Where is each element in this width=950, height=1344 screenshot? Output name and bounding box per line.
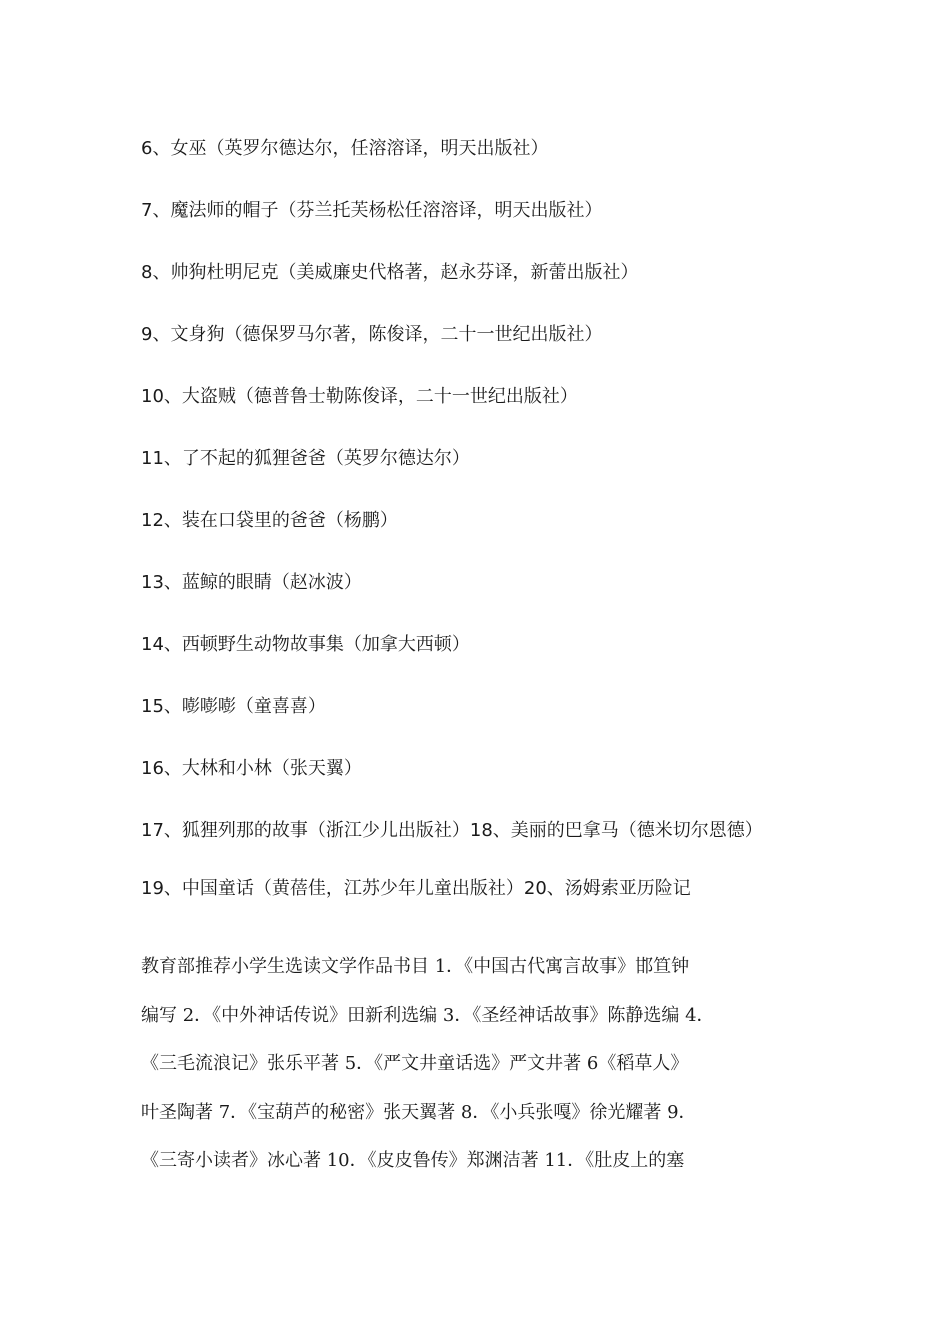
- list-item: 13、蓝鲸的眼睛（赵冰波）: [141, 572, 362, 593]
- recommended-books-paragraph: [141, 953, 831, 1196]
- book-list: [141, 136, 821, 938]
- paragraph-line: 《三寄小读者》冰心著 10．《皮皮鲁传》郑渊洁著 11．《肚皮上的塞: [141, 1150, 685, 1172]
- list-item: 16、大林和小林（张天翼）: [141, 758, 362, 779]
- list-item: 9、文身狗（德保罗马尔著，陈俊译，二十一世纪出版社）: [141, 324, 603, 345]
- list-item: 6、女巫（英罗尔德达尔，任溶溶译，明天出版社）: [141, 138, 549, 159]
- list-item: 15、嘭嘭嘭（童喜喜）: [141, 696, 326, 717]
- list-item: 12、装在口袋里的爸爸（杨鹏）: [141, 510, 398, 531]
- paragraph-line: 《三毛流浪记》张乐平著 5．《严文井童话选》严文井著 6《稻草人》: [141, 1053, 689, 1075]
- list-item: 8、帅狗杜明尼克（美威廉史代格著，赵永芬译，新蕾出版社）: [141, 262, 639, 283]
- list-item: 11、了不起的狐狸爸爸（英罗尔德达尔）: [141, 448, 470, 469]
- list-item: 10、大盗贼（德普鲁士勒陈俊译，二十一世纪出版社）: [141, 386, 578, 407]
- list-item: 7、魔法师的帽子（芬兰托芙杨松任溶溶译，明天出版社）: [141, 200, 603, 221]
- list-item: 14、西顿野生动物故事集（加拿大西顿）: [141, 634, 470, 655]
- paragraph-line: 教育部推荐小学生选读文学作品书目 1．《中国古代寓言故事》邯笪钟: [141, 956, 690, 977]
- paragraph-line: 编写 2．《中外神话传说》田新利选编 3．《圣经神话故事》陈静选编 4．: [141, 1004, 715, 1026]
- paragraph-line: 叶圣陶著 7．《宝葫芦的秘密》张天翼著 8．《小兵张嘎》徐光耀著 9．: [141, 1101, 697, 1123]
- list-item: 17、狐狸列那的故事（浙江少儿出版社）18、美丽的巴拿马（德米切尔恩德）: [141, 820, 763, 841]
- list-item: 19、中国童话（黄蓓佳，江苏少年儿童出版社）20、汤姆索亚历险记: [141, 878, 691, 899]
